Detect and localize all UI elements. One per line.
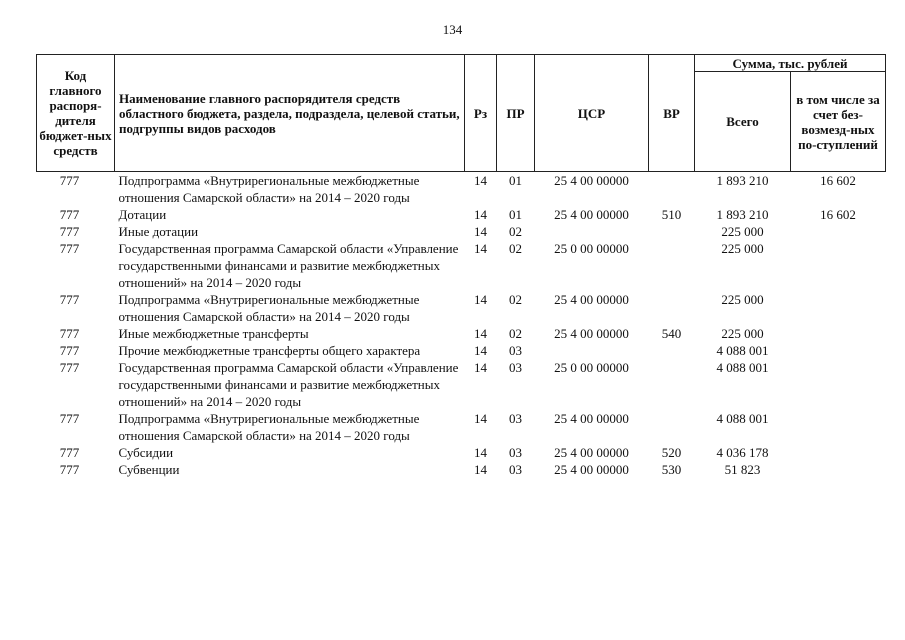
cell-free [791, 444, 886, 461]
header-sum: Сумма, тыс. рублей [695, 55, 886, 72]
header-csr: ЦСР [535, 55, 649, 172]
cell-csr: 25 4 00 00000 [554, 462, 629, 477]
cell-csr: 25 4 00 00000 [554, 326, 629, 341]
cell-code: 777 [59, 241, 80, 256]
cell-total: 1 893 210 [716, 207, 769, 222]
cell-rz: 14 [474, 445, 487, 460]
cell-pr: 01 [509, 173, 522, 188]
cell-code: 777 [59, 224, 80, 239]
table-row [37, 342, 886, 359]
cell-csr: 25 0 00 00000 [554, 360, 629, 375]
cell-name: Субсидии [118, 445, 174, 460]
cell-free [791, 410, 886, 444]
cell-name: Государственная программа Самарской области «Управление государственными финансами и развитие межбюджетных отношений» на 2014 – 2020 годы [118, 360, 459, 409]
header-code: Код главного распоря-дителя бюджет-ных средств [37, 55, 115, 172]
cell-pr: 03 [509, 411, 522, 426]
cell-name: Подпрограмма «Внутрирегиональные межбюджетные отношения Самарской области» на 2014 – 2020 годы [118, 411, 420, 443]
cell-free [791, 342, 886, 359]
cell-vr [649, 342, 695, 359]
cell-total: 4 088 001 [716, 343, 769, 358]
cell-vr [649, 223, 695, 240]
cell-total: 225 000 [721, 224, 764, 239]
cell-free: 16 602 [820, 173, 856, 188]
table-header [37, 55, 886, 172]
cell-code: 777 [59, 343, 80, 358]
cell-pr: 02 [509, 224, 522, 239]
header-name: Наименование главного распорядителя средств областного бюджета, раздела, подраздела, целевой статьи, подгруппы видов расходов [115, 55, 465, 172]
cell-vr [649, 291, 695, 325]
cell-name: Иные дотации [118, 224, 199, 239]
cell-csr [535, 223, 649, 240]
cell-pr: 03 [509, 360, 522, 375]
budget-table [36, 54, 886, 478]
table-row [37, 240, 886, 291]
cell-total: 4 088 001 [716, 360, 769, 375]
cell-vr: 520 [661, 445, 682, 460]
cell-rz: 14 [474, 343, 487, 358]
header-pr: ПР [497, 55, 535, 172]
cell-pr: 03 [509, 462, 522, 477]
cell-vr: 510 [661, 207, 682, 222]
cell-code: 777 [59, 360, 80, 375]
header-rz: Рз [465, 55, 497, 172]
table-row [37, 206, 886, 223]
cell-code: 777 [59, 292, 80, 307]
cell-vr [649, 410, 695, 444]
cell-vr [649, 359, 695, 410]
cell-free [791, 359, 886, 410]
cell-vr [649, 172, 695, 207]
cell-total: 225 000 [721, 326, 764, 341]
header-vr: ВР [649, 55, 695, 172]
cell-total: 51 823 [724, 462, 761, 477]
cell-free [791, 240, 886, 291]
cell-free [791, 291, 886, 325]
cell-total: 1 893 210 [716, 173, 769, 188]
cell-vr [649, 240, 695, 291]
cell-total: 4 036 178 [716, 445, 769, 460]
cell-vr: 540 [661, 326, 682, 341]
cell-name: Субвенции [118, 462, 180, 477]
table-row [37, 172, 886, 207]
header-free: в том числе за счет без-возмезд-ных по-ступлений [791, 72, 886, 172]
cell-pr: 02 [509, 326, 522, 341]
cell-csr: 25 4 00 00000 [554, 173, 629, 188]
cell-pr: 02 [509, 292, 522, 307]
cell-rz: 14 [474, 360, 487, 375]
cell-rz: 14 [474, 411, 487, 426]
cell-name: Подпрограмма «Внутрирегиональные межбюджетные отношения Самарской области» на 2014 – 2020 годы [118, 292, 420, 324]
cell-pr: 01 [509, 207, 522, 222]
cell-name: Дотации [118, 207, 167, 222]
page-number: 134 [442, 22, 463, 37]
cell-code: 777 [59, 173, 80, 188]
cell-name: Государственная программа Самарской области «Управление государственными финансами и развитие межбюджетных отношений» на 2014 – 2020 годы [118, 241, 459, 290]
cell-pr: 03 [509, 445, 522, 460]
cell-code: 777 [59, 411, 80, 426]
table-row [37, 223, 886, 240]
cell-rz: 14 [474, 462, 487, 477]
cell-code: 777 [59, 207, 80, 222]
cell-rz: 14 [474, 241, 487, 256]
cell-rz: 14 [474, 292, 487, 307]
cell-csr: 25 4 00 00000 [554, 292, 629, 307]
table-row [37, 444, 886, 461]
header-total: Всего [695, 72, 791, 172]
cell-code: 777 [59, 462, 80, 477]
cell-pr: 03 [509, 343, 522, 358]
cell-free [791, 325, 886, 342]
cell-csr: 25 4 00 00000 [554, 411, 629, 426]
cell-free: 16 602 [820, 207, 856, 222]
cell-rz: 14 [474, 207, 487, 222]
cell-csr: 25 0 00 00000 [554, 241, 629, 256]
cell-code: 777 [59, 445, 80, 460]
table-body [37, 172, 886, 479]
cell-vr: 530 [661, 462, 682, 477]
cell-pr: 02 [509, 241, 522, 256]
cell-total: 225 000 [721, 292, 764, 307]
table-row [37, 410, 886, 444]
cell-free [791, 223, 886, 240]
cell-code: 777 [59, 326, 80, 341]
cell-free [791, 461, 886, 478]
cell-csr: 25 4 00 00000 [554, 445, 629, 460]
cell-name: Иные межбюджетные трансферты [118, 326, 309, 341]
cell-name: Прочие межбюджетные трансферты общего характера [118, 343, 421, 358]
table-row [37, 325, 886, 342]
table-row [37, 461, 886, 478]
cell-rz: 14 [474, 224, 487, 239]
cell-total: 225 000 [721, 241, 764, 256]
cell-name: Подпрограмма «Внутрирегиональные межбюджетные отношения Самарской области» на 2014 – 2020 годы [118, 173, 420, 205]
table-row [37, 291, 886, 325]
cell-csr: 25 4 00 00000 [554, 207, 629, 222]
cell-total: 4 088 001 [716, 411, 769, 426]
cell-rz: 14 [474, 326, 487, 341]
cell-rz: 14 [474, 173, 487, 188]
cell-csr [535, 342, 649, 359]
table-row [37, 359, 886, 410]
